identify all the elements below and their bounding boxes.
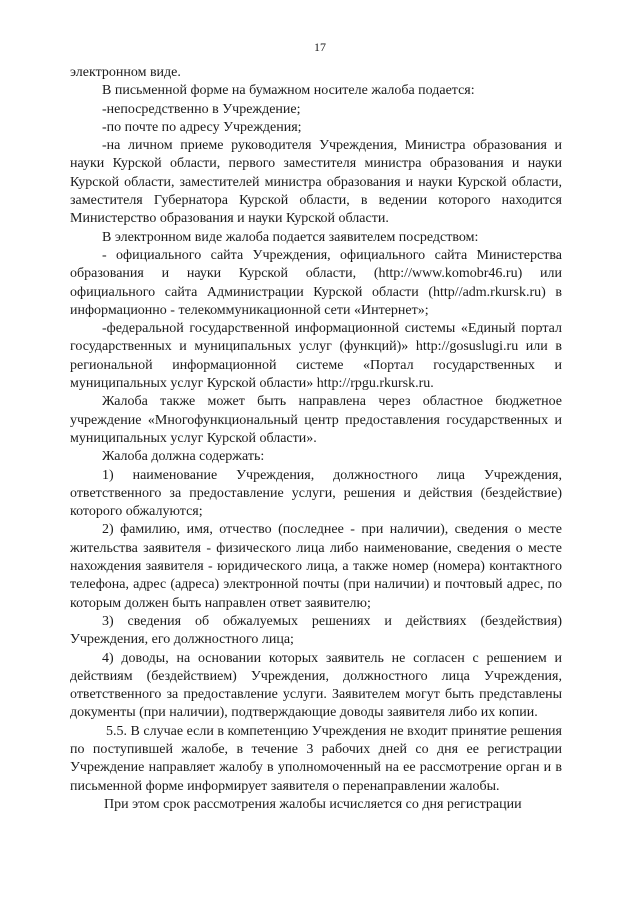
list-item: -федеральной государственной информационной системы «Единый портал государственных и муниципальных услуг (функций)» http://gosuslugi.ru или в региональной информационной системе «Портал государственных и муниципальных услуг Курской области» http://rpgu.rkursk.ru. xyxy=(70,321,562,392)
list-item: 1) наименование Учреждения, должностного лица Учреждения, ответственного за предоставление услуги, решения и действия (бездействие) которого обжалуются; xyxy=(70,467,562,520)
list-item: 3) сведения об обжалуемых решениях и действиях (бездействия) Учреждения, его должностного лица; xyxy=(70,613,562,648)
list-item: -на личном приеме руководителя Учреждения, Министра образования и науки Курской области, первого заместителя министра образования и науки Курской области, заместителей министра образования и науки Курской области, заместителя Губернатора Курской области, в ведении которого находится Министерство образования и науки Курской области. xyxy=(70,138,562,227)
paragraph: При этом срок рассмотрения жалобы исчисляется со дня регистрации xyxy=(104,796,522,812)
paragraph: В письменной форме на бумажном носителе жалоба подается: xyxy=(102,83,475,99)
paragraph: Жалоба также может быть направлена через областное бюджетное учреждение «Многофункциональный центр предоставления государственных и муниципальных услуг Курской области». xyxy=(70,394,562,446)
list-item: 4) доводы, на основании которых заявитель не согласен с решением и действиям (бездействием) Учреждения, должностного лица Учреждения, ответственного за предоставление услуги. Заявителем могут быть представлены документы (при наличии), подтверждающие доводы заявителя либо их копии. xyxy=(70,650,562,721)
paragraph: электронном виде. xyxy=(70,65,181,80)
list-item: - официального сайта Учреждения, официального сайта Министерства образования и науки Курской области, (http://www.komobr46.ru) или официального сайта Администрации Курской области (http//adm.rkursk.ru) в информационно - телекоммуникационной сети «Интернет»; xyxy=(70,247,562,318)
section-paragraph: 5.5. В случае если в компетенцию Учреждения не входит принятие решения по поступившей жалобе, в течение 3 рабочих дней со дня ее регистрации Учреждение направляет жалобу в уполномоченный на ее рассмотрение орган и в письменной форме информирует заявителя о перенаправлении жалобы. xyxy=(70,723,562,794)
document-body xyxy=(70,64,562,814)
page-number: 17 xyxy=(314,40,326,54)
paragraph: В электронном виде жалоба подается заявителем посредством: xyxy=(102,229,479,245)
list-item: -по почте по адресу Учреждения; xyxy=(102,119,302,135)
list-item: 2) фамилию, имя, отчество (последнее - при наличии), сведения о месте жительства заявителя - физического лица либо наименование, сведения о месте нахождения заявителя - юридического лица, а также номер (номера) контактного телефона, адрес (адреса) электронной почты (при наличии) и почтовый адрес, по которым должен быть направлен ответ заявителю; xyxy=(70,522,562,611)
list-item: -непосредственно в Учреждение; xyxy=(102,101,301,117)
paragraph: Жалоба должна содержать: xyxy=(102,449,265,465)
